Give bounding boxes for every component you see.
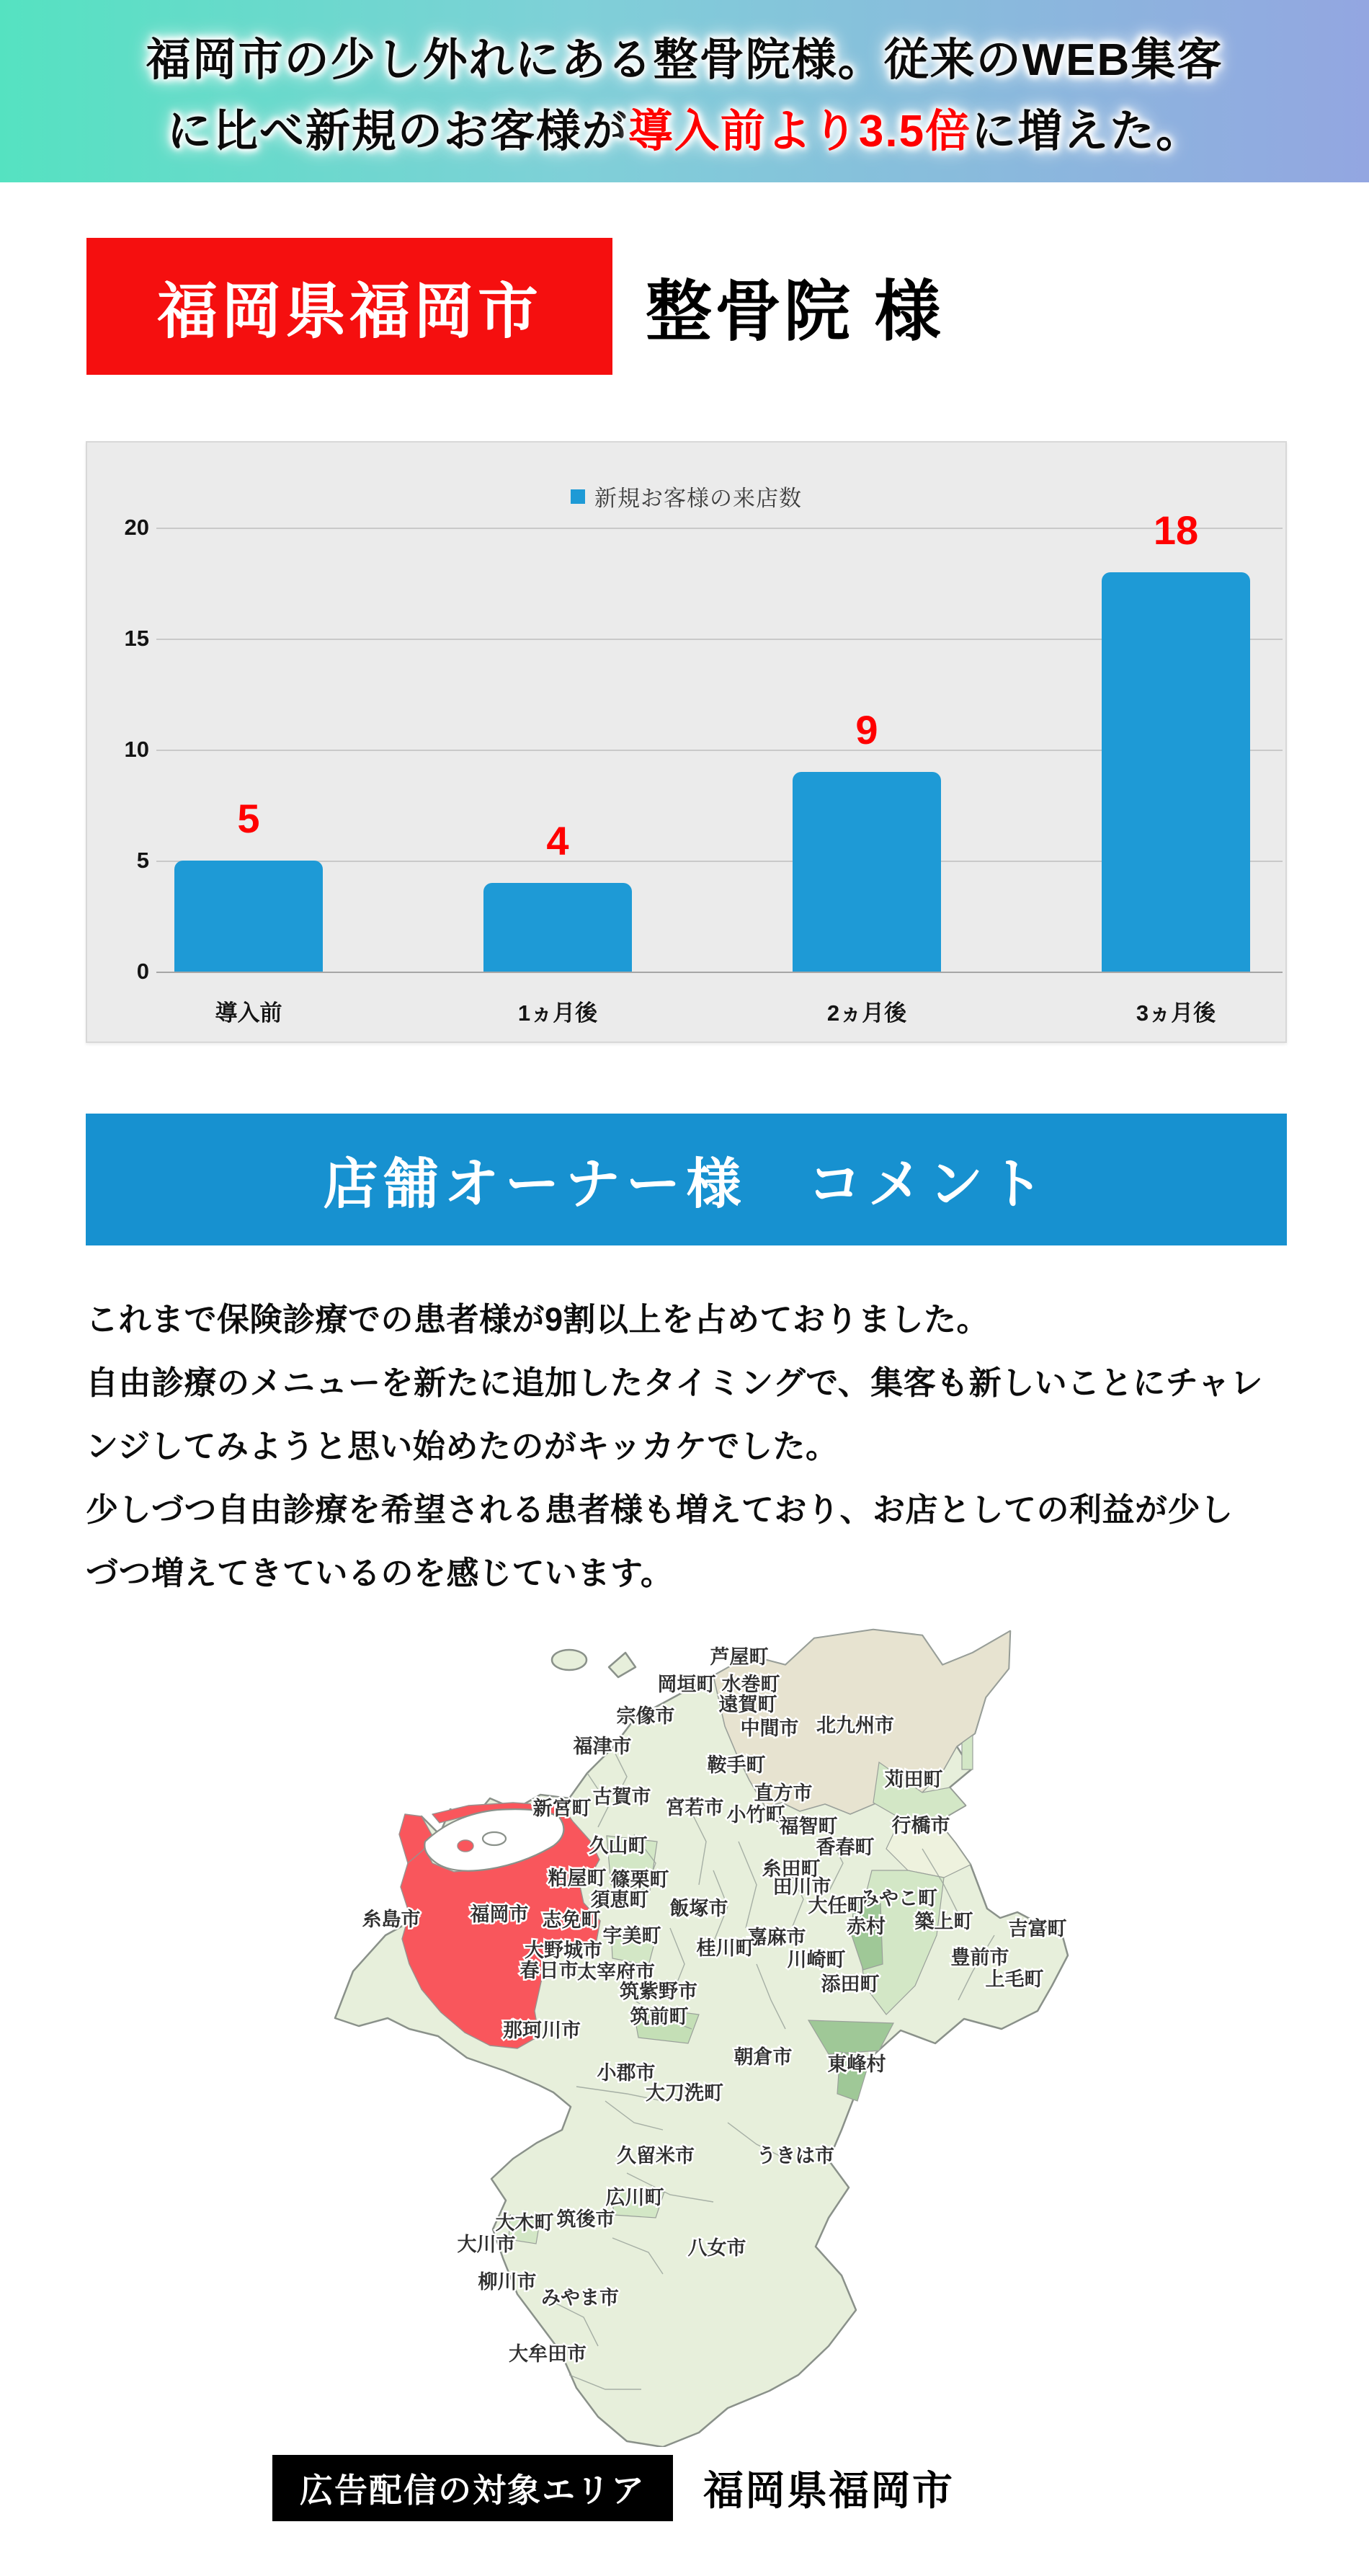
map-label-篠栗町: 篠栗町 [610,1869,669,1891]
map-label-芦屋町: 芦屋町 [710,1646,769,1668]
owner-comment-banner: 店舗オーナー様 コメント [86,1114,1287,1245]
map-label-須恵町: 須恵町 [590,1889,649,1911]
map-label-柳川市: 柳川市 [478,2271,537,2293]
ad-area-badge: 広告配信の対象エリア [272,2455,673,2521]
map-label-小竹町: 小竹町 [726,1804,785,1826]
map-label-直方市: 直方市 [754,1782,813,1804]
map-label-粕屋町: 粕屋町 [548,1867,607,1889]
y-tick-20: 20 [124,515,149,540]
y-tick-10: 10 [124,737,149,762]
map-label-北九州市: 北九州市 [816,1715,894,1736]
map-label-糸田町: 糸田町 [762,1858,821,1880]
y-tick-0: 0 [136,959,149,984]
map-label-添田町: 添田町 [821,1973,880,1995]
x-label-2ヵ月後: 2ヵ月後 [826,1000,907,1026]
map-label-太宰府市: 太宰府市 [577,1961,655,1983]
hero-line-2-post: に増えた。 [971,106,1203,156]
map-label-水巻町: 水巻町 [721,1674,780,1695]
map-label-福岡市: 福岡市 [470,1904,529,1925]
ad-area-value: 福岡県福岡市 [703,2468,954,2513]
map-label-大牟田市: 大牟田市 [509,2343,587,2365]
map-label-那珂川市: 那珂川市 [503,2020,581,2041]
map-label-みやこ町: みやこ町 [860,1888,937,1909]
y-tick-5: 5 [136,848,149,873]
comment-line-1: これまで保険診療での患者様が9割以上を占めておりました。 [86,1300,990,1338]
map-label-うきは市: うきは市 [757,2145,834,2167]
region-badge: 福岡県福岡市 [86,238,612,375]
prefecture-landmass [335,1630,1068,2447]
map-label-福智町: 福智町 [779,1816,838,1837]
map-label-大木町: 大木町 [495,2212,554,2234]
map-label-香春町: 香春町 [816,1836,875,1858]
map-label-朝倉市: 朝倉市 [733,2046,793,2068]
map-label-大野城市: 大野城市 [525,1940,602,1961]
owner-comment-text [86,1284,1296,1602]
comment-line-4: 少しづつ自由診療を希望される患者様も増えており、お店としての利益が少し [86,1491,1234,1528]
island-oshima [552,1650,587,1670]
map-label-中間市: 中間市 [740,1718,799,1739]
map-label-嘉麻市: 嘉麻市 [747,1927,806,1948]
hero-banner [0,0,1369,182]
map-label-志免町: 志免町 [542,1909,601,1931]
map-label-岡垣町: 岡垣町 [657,1674,716,1695]
bar-value-3ヵ月後: 18 [1153,507,1199,553]
map-label-筑紫野市: 筑紫野市 [620,1981,697,2002]
map-label-宇美町: 宇美町 [602,1925,661,1947]
x-label-1ヵ月後: 1ヵ月後 [517,1000,598,1026]
map-label-上毛町: 上毛町 [985,1968,1044,1990]
footer-row [272,2455,954,2521]
map-label-糸島市: 糸島市 [362,1909,421,1930]
island-jinoshima [609,1653,636,1677]
map-label-福津市: 福津市 [573,1736,632,1757]
map-label-八女市: 八女市 [687,2237,746,2259]
hero-line-2-highlight: 導入前より3.5倍 [628,106,972,156]
bar-導入前 [174,861,323,972]
bay-island-red [458,1840,473,1852]
map-label-小郡市: 小郡市 [597,2062,656,2084]
bar-value-2ヵ月後: 9 [855,706,878,752]
map-label-みやま市: みやま市 [541,2287,619,2309]
map-label-鞍手町: 鞍手町 [707,1754,766,1776]
map-label-行橋市: 行橋市 [891,1815,950,1836]
map-label-古賀市: 古賀市 [592,1786,651,1808]
map-label-宗像市: 宗像市 [616,1705,675,1727]
map-label-苅田町: 苅田町 [884,1769,943,1790]
client-name: 整骨院 様 [646,275,944,349]
bar-value-導入前: 5 [237,796,260,841]
hero-line-2-pre: に比べ新規のお客様が [166,106,628,156]
map-label-築上町: 築上町 [914,1911,973,1932]
map-label-筑前町: 筑前町 [630,2006,689,2028]
legend-label: 新規お客様の来店数 [594,486,802,511]
map-label-新宮町: 新宮町 [532,1798,592,1819]
x-label-3ヵ月後: 3ヵ月後 [1136,1000,1216,1026]
y-tick-15: 15 [124,626,149,651]
bay-island-white [483,1832,506,1845]
bar-3ヵ月後 [1102,572,1250,972]
visits-bar-chart [86,441,1287,1043]
fukuoka-map [324,1625,1174,2447]
map-label-大刀洗町: 大刀洗町 [646,2082,723,2104]
hero-line-1: 福岡市の少し外れにある整骨院様。従来のWEB集客 [146,35,1223,85]
x-label-導入前: 導入前 [215,1000,282,1026]
bar-1ヵ月後 [483,883,632,972]
map-label-大任町: 大任町 [808,1895,867,1917]
map-label-春日市: 春日市 [519,1960,579,1981]
map-label-豊前市: 豊前市 [950,1947,1009,1968]
map-label-赤村: 赤村 [847,1916,886,1937]
bar-2ヵ月後 [793,772,941,972]
map-label-桂川町: 桂川町 [696,1937,755,1959]
comment-line-3: ンジしてみようと思い始めたのがキッカケでした。 [86,1427,839,1465]
chart-plot-area [156,507,1283,1026]
legend-swatch [571,489,585,504]
map-label-筑後市: 筑後市 [556,2208,615,2230]
comment-line-2: 自由診療のメニューを新たに追加したタイミングで、集客も新しいことにチャレ [86,1364,1263,1401]
map-label-宮若市: 宮若市 [665,1797,724,1818]
map-label-久山町: 久山町 [589,1835,648,1857]
comment-line-5: づつ増えてきているのを感じています。 [86,1554,674,1591]
bar-value-1ヵ月後: 4 [546,817,569,863]
x-axis-line [156,972,1283,973]
map-label-遠賀町: 遠賀町 [718,1694,777,1715]
map-label-川崎町: 川崎町 [787,1949,846,1971]
map-label-吉富町: 吉富町 [1008,1918,1067,1940]
map-label-久留米市: 久留米市 [617,2145,695,2167]
map-label-広川町: 広川町 [605,2187,664,2208]
map-label-田川市: 田川市 [772,1876,831,1898]
map-label-飯塚市: 飯塚市 [669,1898,728,1919]
map-label-東峰村: 東峰村 [827,2053,886,2075]
hero-line-2 [167,95,1202,159]
fukuoka-map-svg [324,1625,1174,2447]
map-label-大川市: 大川市 [457,2234,516,2255]
